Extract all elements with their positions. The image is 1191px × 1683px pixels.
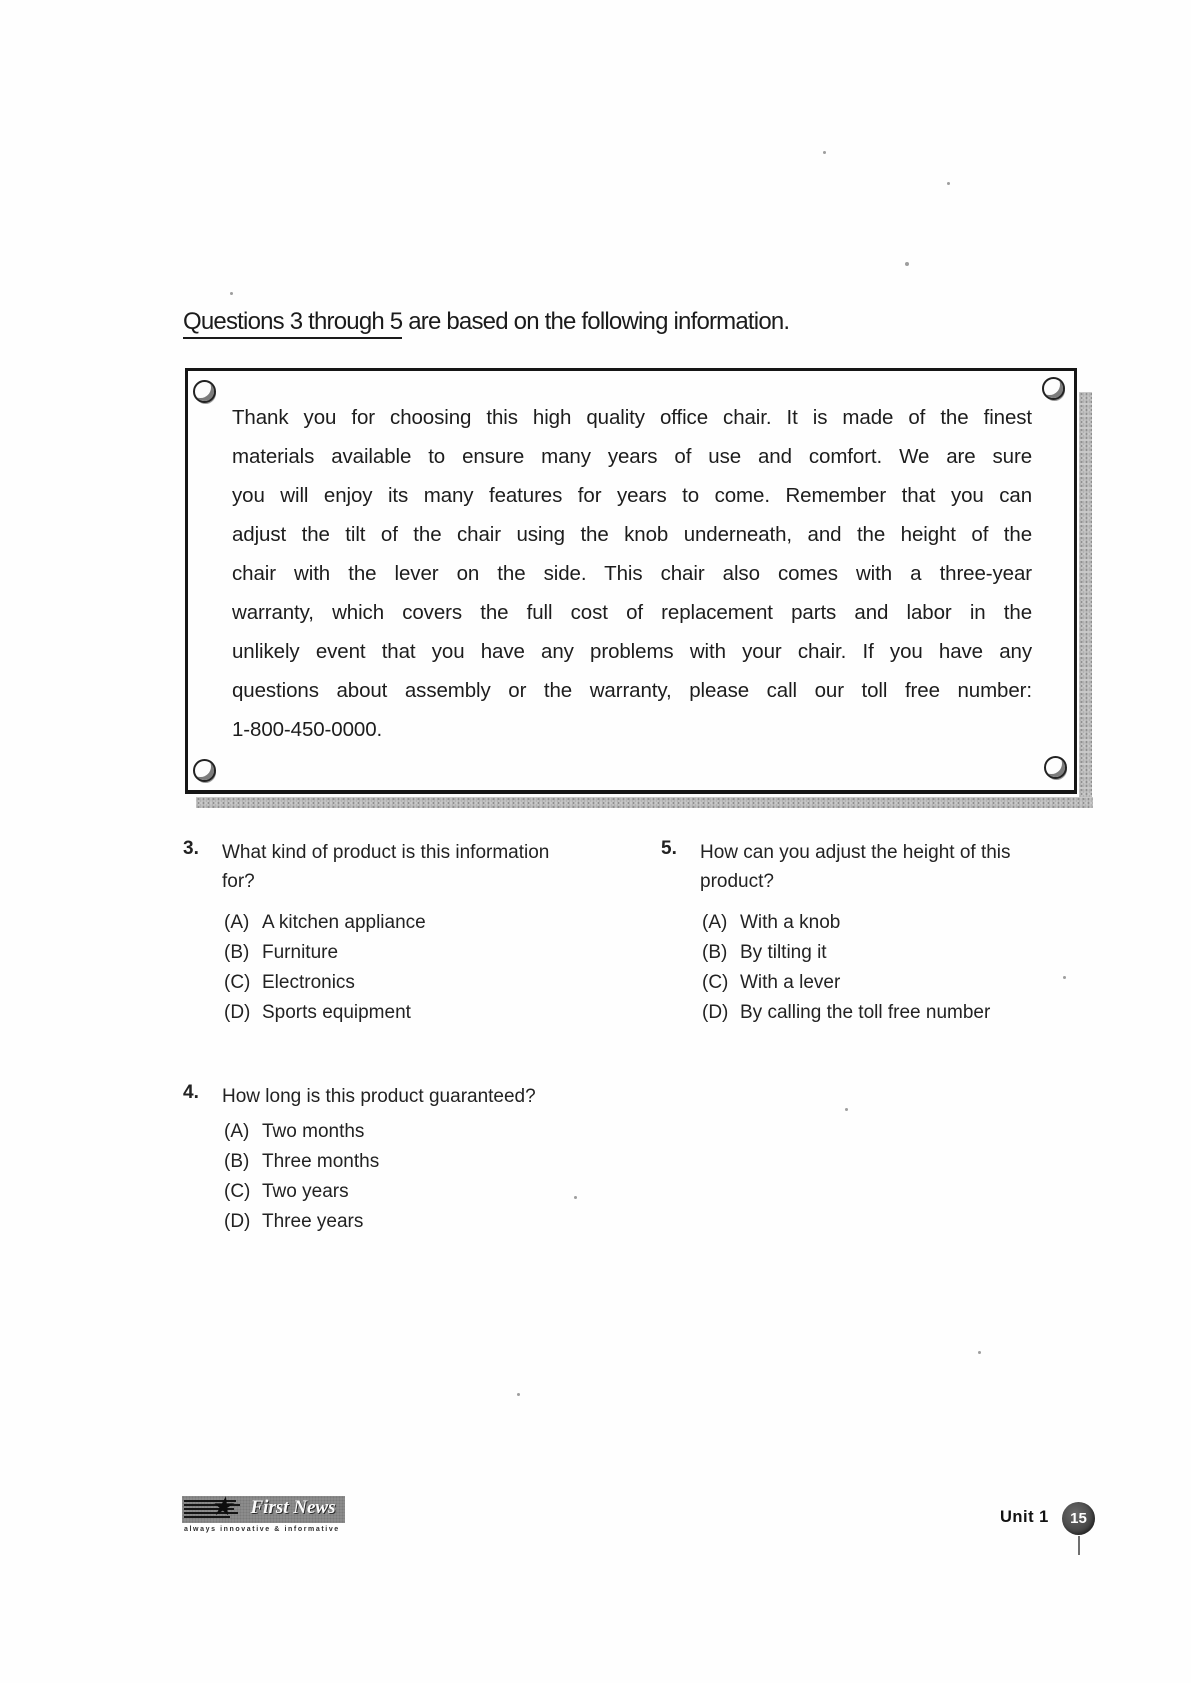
options-list — [183, 1117, 643, 1237]
option-a — [661, 908, 1141, 938]
scan-speck — [845, 1108, 848, 1111]
option-letter: (B) — [224, 942, 250, 963]
question-number: 5. — [661, 838, 677, 859]
notice-phone-number: 1-800-450-0000. — [232, 718, 383, 741]
scan-speck — [978, 1351, 981, 1354]
question-text: What kind of product is this information for? — [222, 842, 550, 892]
option-b — [183, 938, 613, 968]
question-3 — [183, 838, 613, 1028]
option-c — [183, 1177, 643, 1207]
option-text: A kitchen appliance — [262, 912, 426, 933]
notice-shadow-right — [1079, 392, 1092, 804]
options-list — [183, 908, 613, 1028]
heading-rest: are based on the following information. — [402, 308, 790, 335]
notice-line: questions about assembly or the warranty, please call our toll free number: — [232, 679, 1032, 702]
option-letter: (B) — [702, 942, 728, 963]
option-letter: (D) — [224, 1002, 251, 1023]
question-5 — [661, 838, 1141, 1028]
option-a — [183, 908, 613, 938]
notice-line: adjust the tilt of the chair using the knob underneath, and the height of the — [232, 523, 1032, 546]
option-letter: (C) — [224, 1181, 251, 1202]
badge-pin-line — [1078, 1536, 1080, 1555]
option-letter: (A) — [702, 912, 728, 933]
option-c — [183, 968, 613, 998]
notice-line: chair with the lever on the side. This chair also comes with a three-year — [232, 562, 1032, 585]
option-text: With a knob — [740, 912, 841, 933]
notice-line: unlikely event that you have any problems with your chair. If you have any — [232, 640, 1032, 663]
option-text: Electronics — [262, 972, 355, 993]
question-number: 4. — [183, 1082, 199, 1103]
option-text: Furniture — [262, 942, 339, 963]
publisher-logo — [182, 1492, 345, 1523]
notice-line: Thank you for choosing this high quality office chair. It is made of the finest — [232, 406, 1032, 429]
option-d — [661, 998, 1141, 1028]
notice-line: you will enjoy its many features for years to come. Remember that you can — [232, 484, 1032, 507]
option-letter: (D) — [702, 1002, 729, 1023]
option-text: By tilting it — [740, 942, 827, 963]
option-text: By calling the toll free number — [740, 1002, 991, 1023]
option-text: Three months — [262, 1151, 380, 1172]
option-letter: (B) — [224, 1151, 250, 1172]
question-4 — [183, 1082, 643, 1237]
option-letter: (A) — [224, 1121, 250, 1142]
option-d — [183, 998, 613, 1028]
option-b — [183, 1147, 643, 1177]
screw-icon — [193, 380, 216, 403]
page-number-badge: 15 — [1062, 1502, 1095, 1535]
question-number: 3. — [183, 838, 199, 859]
scan-speck — [1063, 976, 1066, 979]
publisher-tagline: always innovative & informative — [184, 1526, 340, 1533]
notice-shadow-bottom — [196, 797, 1093, 808]
publisher-name: First News — [250, 1497, 336, 1518]
scan-speck — [574, 1196, 577, 1199]
section-heading — [183, 308, 789, 336]
option-letter: (D) — [224, 1211, 251, 1232]
option-text: Three years — [262, 1211, 364, 1232]
option-letter: (C) — [702, 972, 729, 993]
option-letter: (A) — [224, 912, 250, 933]
question-text: How can you adjust the height of this product? — [700, 842, 1011, 892]
options-list — [661, 908, 1141, 1028]
scan-speck — [230, 292, 233, 295]
scan-speck — [905, 262, 909, 266]
scan-speck — [517, 1393, 520, 1396]
option-text: Two months — [262, 1121, 365, 1142]
unit-label: Unit 1 — [1000, 1508, 1049, 1526]
scan-speck — [947, 182, 950, 185]
notice-paragraph — [232, 398, 1032, 749]
question-text: How long is this product guaranteed? — [222, 1086, 536, 1107]
option-text: With a lever — [740, 972, 841, 993]
option-c — [661, 968, 1141, 998]
option-b — [661, 938, 1141, 968]
screw-icon — [1044, 756, 1067, 779]
heading-question-range: Questions 3 through 5 — [183, 308, 402, 339]
scan-speck — [823, 151, 826, 154]
option-letter: (C) — [224, 972, 251, 993]
notice-line: warranty, which covers the full cost of replacement parts and labor in the — [232, 601, 1032, 624]
star-icon: ★ — [208, 1492, 239, 1522]
option-text: Sports equipment — [262, 1002, 411, 1023]
screw-icon — [1042, 377, 1065, 400]
notice-line: materials available to ensure many years of use and comfort. We are sure — [232, 445, 1032, 468]
option-a — [183, 1117, 643, 1147]
screw-icon — [193, 759, 216, 782]
option-text: Two years — [262, 1181, 349, 1202]
option-d — [183, 1207, 643, 1237]
